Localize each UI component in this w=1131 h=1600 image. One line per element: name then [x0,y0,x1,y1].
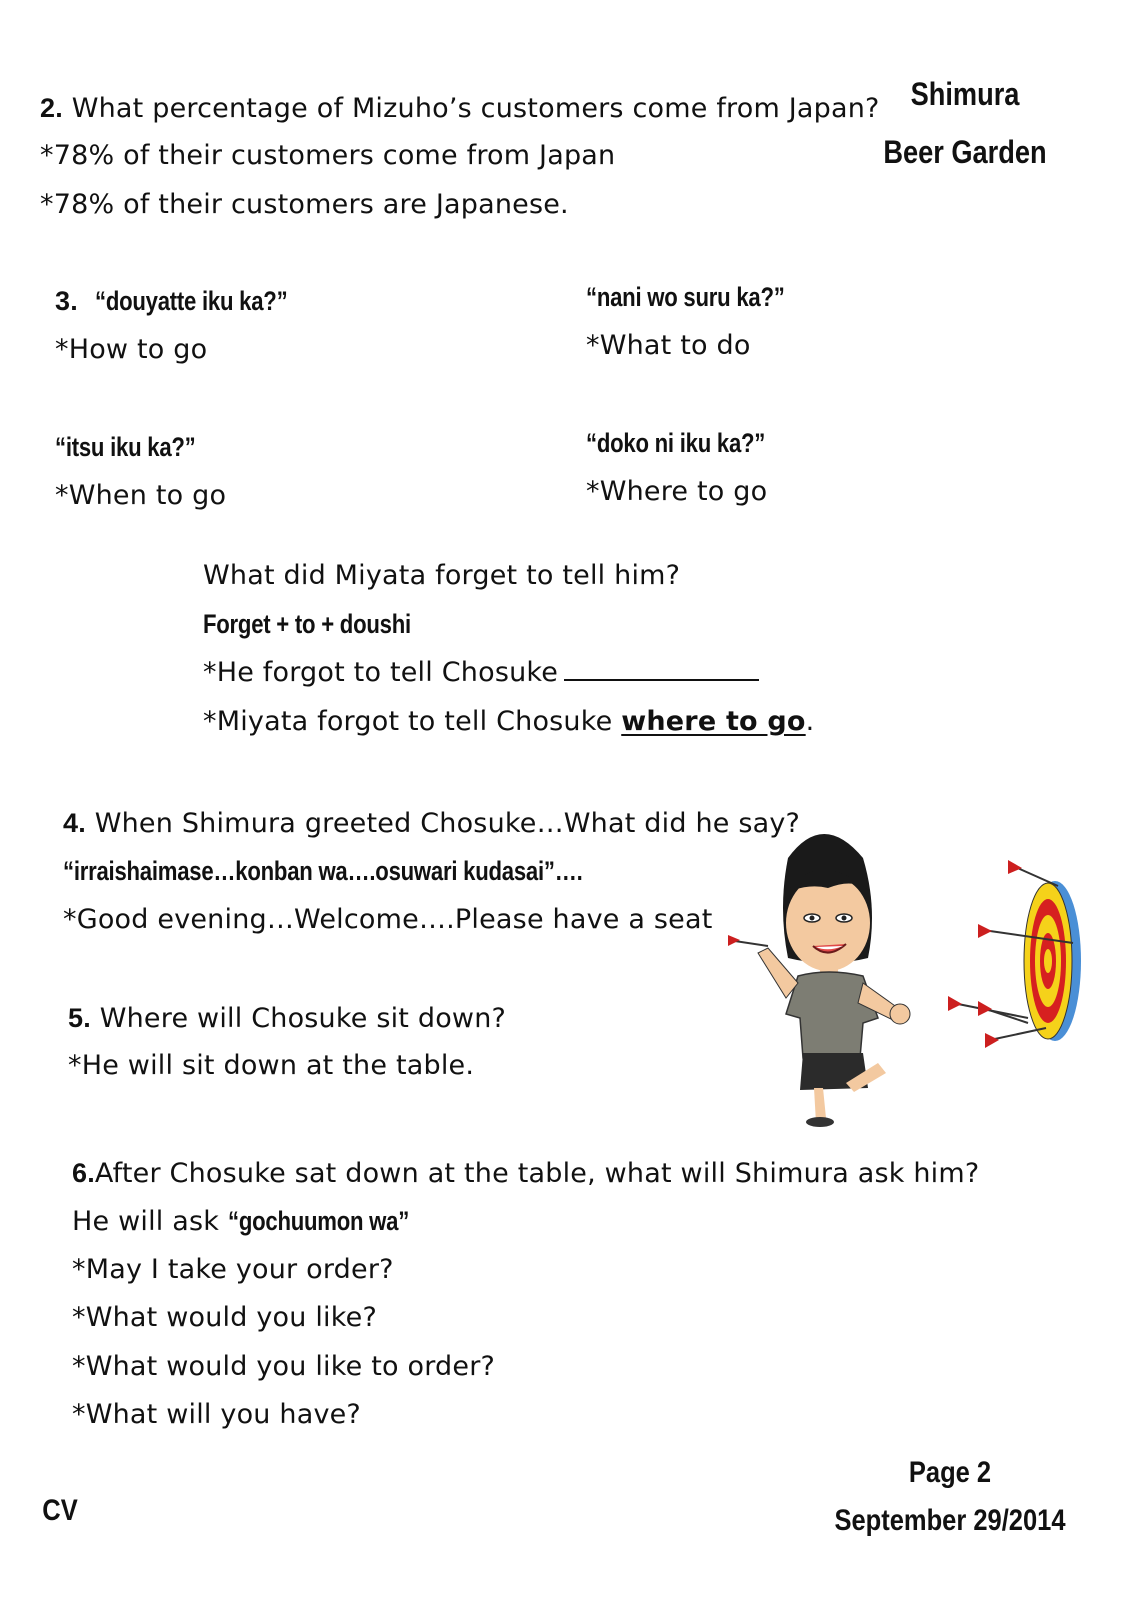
q6-will-ask-phrase: “gochuumon wa” [227,1206,409,1236]
caricature-woman-throwing-darts-icon [728,818,1098,1128]
footer-initials: CV [42,1494,78,1527]
footer-date: September 29/2014 [834,1504,1066,1537]
q3-sub-question: What did Miyata forget to tell him? [203,560,681,591]
q2-answer-1: *78% of their customers come from Japan [40,140,616,171]
q6-number: 6. [72,1158,95,1188]
header-title-line2: Beer Garden [883,134,1047,170]
q6-answer-2: *What would you like? [72,1302,377,1333]
q3-phrase-3: “itsu iku ka?” [55,432,196,462]
q4-question-line [63,807,800,840]
q4-number: 4. [63,808,86,838]
q5-number: 5. [68,1003,91,1033]
q5-question: Where will Chosuke sit down? [99,1003,507,1034]
q4-english: *Good evening…Welcome….Please have a seat [63,904,713,935]
q5-question-line [68,1002,506,1035]
q3-example-2-suffix: . [805,706,815,737]
q5-answer: *He will sit down at the table. [68,1050,475,1081]
q3-grammar: Forget + to + doushi [203,609,411,639]
q3-example-2-line [203,706,814,738]
q3-example-1-line [203,657,759,689]
fill-in-blank [564,678,759,681]
q3-example-1: *He forgot to tell Chosuke [203,657,559,688]
q2-number: 2. [40,93,63,123]
q3-meaning-2: *What to do [586,330,751,361]
q3-phrase-4: “doko ni iku ka?” [586,428,766,458]
q3-phrase-2: “nani wo suru ka?” [586,282,785,312]
q6-answer-4: *What will you have? [72,1399,361,1430]
q3-meaning-4: *Where to go [586,476,768,507]
q6-answer-3: *What would you like to order? [72,1351,496,1382]
q2-question-line [40,92,880,125]
q2-answer-2: *78% of their customers are Japanese. [40,189,569,220]
q3-number: 3. [55,286,78,316]
q6-answer-1: *May I take your order? [72,1254,394,1285]
q2-question: What percentage of Mizuho’s customers come from Japan? [71,93,880,124]
q3-phrase-1-line [55,285,329,318]
q6-will-ask-prefix: He will ask [72,1206,220,1237]
q6-question-line [72,1157,979,1190]
q3-phrase-1: “douyatte iku ka?” [94,286,288,316]
q3-example-2-answer: where to go [621,706,806,737]
q4-question: When Shimura greeted Chosuke…What did he say? [94,808,801,839]
q6-question: After Chosuke sat down at the table, what will Shimura ask him? [94,1158,980,1189]
q6-will-ask-line [72,1205,449,1238]
q4-japanese: “irraishaimase…konban wa….osuwari kudasai”…. [63,856,583,886]
q3-meaning-3: *When to go [55,480,227,511]
footer-page: Page 2 [908,1456,992,1489]
q3-meaning-1: *How to go [55,334,208,365]
q3-example-2-prefix: *Miyata forgot to tell Chosuke [203,706,613,737]
header-title-line1: Shimura [910,76,1020,112]
